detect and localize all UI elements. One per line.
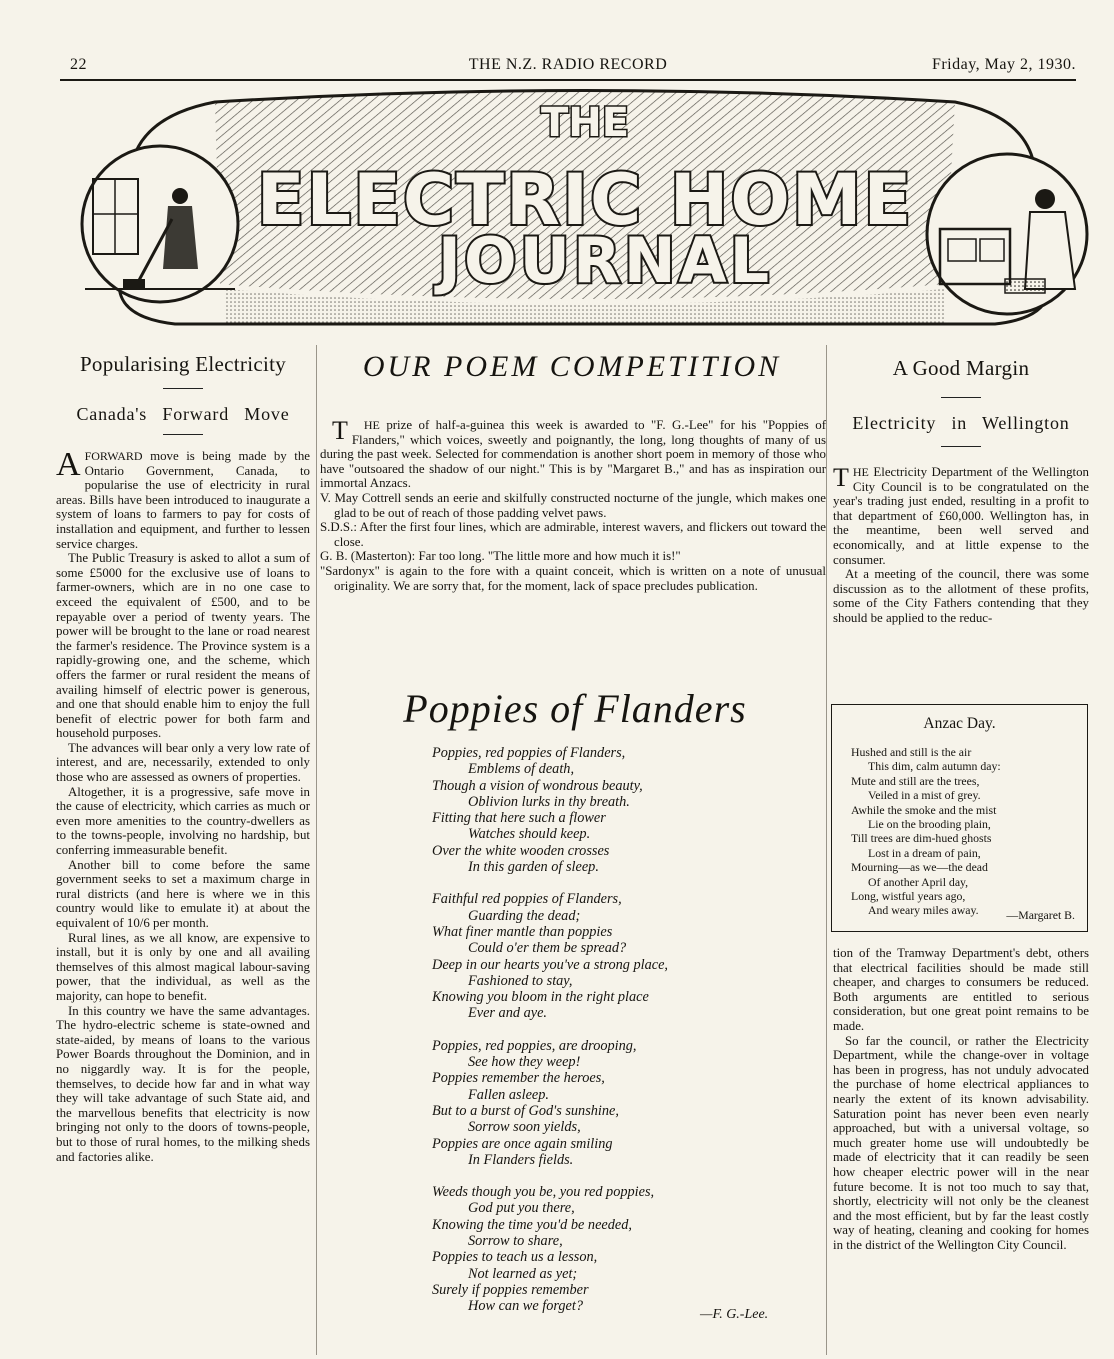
column-rule-right [826,345,827,1355]
right-column-continuation [833,946,1089,1252]
poem-line: Could o'er them be spread? [468,940,627,957]
heading-rule [941,397,981,398]
running-head [60,52,1076,82]
masthead-banner [65,84,1100,346]
poem-line: Sorrow to share, [468,1233,563,1250]
poem-line: Oblivion lurks in thy breath. [468,793,630,810]
competition-entry: G. B. (Masterton): Far too long. "The little more and how much it is!" [320,549,681,564]
header-rule [60,79,1076,81]
poem-stanza [432,1184,792,1314]
poem-line: But to a burst of God's sunshine, [432,1102,619,1119]
poem-line: Lost in a dream of pain, [868,845,981,860]
article-paragraph: So far the council, or rather the Electricity Department, while the change-over in voltage has been in progress, has not unduly advocated the purchase of home electrical appliances to nearly the extent of its known advisability. Saturation point has never been even nearly approached, but with a universal voltage, so much greater home use will undoubtedly be made of electricity that it can readily be seen how cheaper electric power will in the near future become. It is not too much to say that, shortly, electricity will not only be the cleanest and the most efficient, but by far the least costly way of heating, cleaning and cooking for homes in the district of the Wellington City Council. [833,1033,1089,1252]
poem-line: Poppies, red poppies of Flanders, [432,745,626,761]
competition-entry: "Sardonyx" is again to the fore with a quaint conceit, which is written on a note of unusual originality. We are sorry that, for the moment, lack of space precludes publication. [320,563,826,593]
poem-signature: —F. G.-Lee. [700,1307,769,1322]
poem-line: Not learned as yet; [468,1265,578,1282]
article-paragraph: Rural lines, as we all know, are expensive to install, but it is only by one and all availing themselves of this almost magical labour-saving power, that the individual, as well as the majority, can hope to benefit. [56,930,310,1003]
subheading-rule [941,446,981,447]
drop-cap: T [332,416,348,445]
poem-line: Though a vision of wondrous beauty, [432,777,643,794]
poem-line: This dim, calm autumn day: [868,759,1001,774]
poem-line: Faithful red poppies of Flanders, [432,891,622,908]
poem-title: Poppies of Flanders [403,686,747,731]
poem-line: Watches should keep. [468,826,591,843]
poem-line: Fitting that here such a flower [432,810,606,827]
publication-title: THE N.Z. RADIO RECORD [468,56,668,73]
poem-stanza [432,745,792,875]
poem-line: Fashioned to stay, [468,972,573,989]
poem-line: Of another April day, [868,874,969,889]
poem-line: Fallen asleep. [468,1086,549,1103]
poem-line: Mourning—as we—the dead [851,860,988,875]
article-heading: A Good Margin [892,356,1030,380]
anzac-day-poem-box [831,704,1088,932]
poem-line: Lie on the brooding plain, [868,816,991,831]
article-subheading: Electricity in Wellington [852,413,1070,433]
cooking-woman-vignette [927,154,1087,314]
drop-cap: A [56,446,81,483]
column-rule-left [316,345,317,1355]
poem-line: Poppies to teach us a lesson, [432,1249,598,1266]
poem-line: Long, wistful years ago, [851,888,966,903]
article-paragraph: AFORWARD move is being made by the Ontario Government, Canada, to popularise the use of electricity in rural areas. Bills have been introduced to inaugurate a system of loans to farmers to pay for costs of installation and equipment, and further to lessen service charges. [56,446,310,551]
anzac-poem-body [832,745,1087,918]
poem-line: Weeds though you be, you red poppies, [432,1184,655,1201]
masthead-word-journal: JOURNAL [437,224,773,297]
article-paragraph: The advances will bear only a very low rate of interest, and are, necessarily, extended to only those who are assessed as owners of properties. [56,740,310,785]
poem-line: What finer mantle than poppies [432,923,613,940]
anzac-poem-title: Anzac Day. [923,715,996,732]
sweeping-woman-vignette [82,146,238,302]
poem-line: Hushed and still is the air [851,745,972,759]
heading-rule [163,388,203,389]
poem-line: God put you there, [468,1200,575,1217]
poem-line: See how they weep! [468,1054,581,1071]
competition-entry: S.D.S.: After the first four lines, which are admirable, interest wavers, and flickers out toward the close. [320,520,826,549]
article-subheading: Canada's Forward Move [76,404,290,424]
article-paragraph: In this country we have the same advantages. The hydro-electric scheme is state-owned and state-aided, by means of loans to the various Power Boards throughout the Dominion, and in no niggardly way. It is for the people, themselves, to decide how far and in what way they will take advantage of such State aid, and the marvellous benefits that electricity is now bringing not only to the doors of towns-people, but to those of rural homes, to the milking sheds and factories alike. [56,1003,310,1164]
poem-body [432,745,792,1331]
poem-line: Deep in our hearts you've a strong place, [432,956,668,973]
article-paragraph: At a meeting of the council, there was some discussion as to the allotment of these profits, some of the City Fathers contending that they should be applied to the reduc- [833,567,1089,625]
poem-line: In this garden of sleep. [468,859,599,876]
poem-line: Poppies, red poppies, are drooping, [432,1037,637,1054]
poem-line: Poppies are once again smiling [432,1135,613,1152]
poem-stanza [432,891,792,1021]
masthead-word-the: THE [540,100,630,146]
competition-intro: T HE prize of half-a-guinea this week is awarded to "F. G.-Lee" for his "Poppies of Flanders," which voices, sweetly and poignantly, the long, long thoughts of many of us during the past week. Selected for commendation is another short poem in memory of those who have "outsoared the shadow of our night." This is by "Margaret B.," and has as inspiration our immortal Anzacs. [320,416,826,491]
article-paragraph: The Public Treasury is asked to allot a sum of some £5000 for the exclusive use of loans to farmer-owners, which are in no one case to exceed the equivalent of £500, and to be repayable over a period of twenty years. The power will be brought to the lane or road nearest the farmer's residence. The Province system is a rapidly-growing one, and the scheme, which offers the farmer or rural resident the means of availing himself of electric power is generous, and one that should enable him to enjoy the full benefit of electric power for both farm and household purposes. [56,551,310,741]
poem-line: Knowing the time you'd be needed, [432,1216,632,1233]
article-paragraph: Another bill to come before the same government seeks to set a maximum charge in rural districts (and here is where we in this country would like to emulate it) at about the equivalent of 10/6 per month. [56,857,310,930]
poem-line: Surely if poppies remember [432,1281,589,1298]
competition-notice [320,418,826,593]
article-paragraph: Altogether, it is a progressive, safe move in the cause of electricity, which carries as much or even more amenities to the country-dwellers as to the towns-people, involving no hardship, but conferring immeasurable benefit. [56,784,310,858]
poem-line: Awhile the smoke and the mist [851,802,997,817]
issue-date: Friday, May 2, 1930. [931,56,1076,73]
article-heading: Popularising Electricity [79,352,287,376]
competition-entry: V. May Cottrell sends an eerie and skilfully constructed nocturne of the jungle, which makes one glad to be out of reach of those padding velvet paws. [320,490,826,520]
poem-line: Ever and aye. [468,1005,547,1022]
poem-line: In Flanders fields. [468,1151,574,1168]
article-paragraph: THE Electricity Department of the Wellington City Council is to be congratulated on the year's trading just ended, resulting in a profit to that department of £60,000. Wellington has, in the meantime, been well served and economically, and at little expense to the consumer. [833,463,1089,567]
article-paragraph: tion of the Tramway Department's debt, others that electrical facilities should be made still cheaper, and charges to consumers be reduced. Both arguments are entitled to serious consideration, but one great point remains to be made. [833,946,1089,1033]
competition-title: OUR POEM COMPETITION [362,350,782,383]
page-number: 22 [70,56,87,73]
poem-line: How can we forget? [468,1298,584,1315]
poem-line: Sorrow soon yields, [468,1119,581,1136]
subheading-rule [163,434,203,435]
poem-line: Poppies remember the heroes, [432,1070,605,1087]
drop-cap: T [833,463,849,492]
poem-line: Over the white wooden crosses [432,842,610,859]
poem-line: Till trees are dim-hued ghosts [851,831,992,846]
anzac-poem-signature: —Margaret B. [1006,908,1075,922]
poem-stanza [432,1038,792,1168]
poem-line: Mute and still are the trees, [851,773,980,788]
right-column-article [833,356,1089,626]
poem-line: Veiled in a mist of grey. [868,788,981,803]
poem-line: Knowing you bloom in the right place [432,989,649,1006]
left-column-article [56,352,310,1164]
poem-line: And weary miles away. [868,903,979,918]
poem-line: Guarding the dead; [468,907,581,924]
masthead-word-electric-home: ELECTRIC HOME [256,159,914,241]
poem-line: Emblems of death, [468,761,575,778]
